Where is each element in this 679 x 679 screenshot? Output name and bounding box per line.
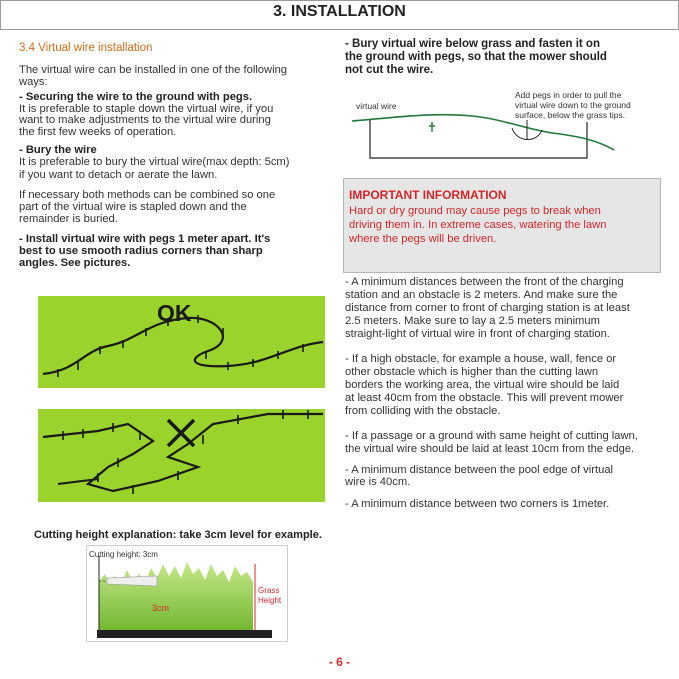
distance-4-line-2: wire is 40cm. — [345, 476, 411, 488]
distance-1-line-5: straight-light of virtual wire in front of charging station. — [345, 328, 610, 340]
distance-5-line-1: - A minimum distance between two corners is 1meter. — [345, 498, 610, 510]
pegs-note-line-1: Add pegs in order to pull the — [515, 90, 622, 100]
three-cm-label: 3cm — [152, 603, 170, 613]
method-pegs-line-2: want to make adjustments to the virtual wire during — [19, 114, 271, 126]
distance-3-line-2: the virtual wire should be laid at least 10cm from the edge. — [345, 443, 635, 455]
page-title: 3. INSTALLATION — [273, 3, 406, 20]
distance-2-line-4: at least 40cm from the obstacle. This will prevent mower — [345, 392, 624, 404]
pegs-spacing-line-2: best to use smooth radius corners than sharp — [19, 245, 263, 257]
cutting-height-label: Cutting height: 3cm — [89, 550, 158, 559]
pegs-note-line-3: surface, below the grass tips. — [515, 110, 626, 120]
pegs-note-line-2: virtual wire down to the ground — [515, 100, 631, 110]
distance-1-line-2: station and an obstacle is 2 meters. And make sure the — [345, 289, 618, 301]
grass-height-label-line-1: Grass — [258, 586, 280, 595]
distance-1-line-1: - A minimum distances between the front of the charging — [345, 276, 624, 288]
distance-2-line-1: - If a high obstacle, for example a house, wall, fence or — [345, 353, 617, 365]
intro-line-2: ways: — [19, 76, 48, 88]
combine-line-3: remainder is buried. — [19, 213, 118, 225]
distance-3-line-1: - If a passage or a ground with same height of cutting lawn, — [345, 430, 638, 442]
combine-line-2: part of the virtual wire is stapled down and the — [19, 201, 247, 213]
method-pegs-line-3: the first few weeks of operation. — [19, 126, 177, 138]
page-number: - 6 - — [328, 655, 351, 669]
cross-mark-icon — [166, 418, 196, 448]
bury-pegs-line-3: not cut the wire. — [345, 64, 434, 76]
buried-wire-diagram — [352, 108, 622, 166]
distance-2-line-5: from colliding with the obstacle. — [345, 405, 501, 417]
distance-2-line-3: borders the working area, the virtual wire should be laid — [345, 379, 620, 391]
bury-pegs-line-2: the ground with pegs, so that the mower should — [345, 51, 607, 63]
grass-drawing — [87, 546, 287, 641]
important-title: IMPORTANT INFORMATION — [349, 188, 507, 202]
grass-height-label-line-2: Height — [258, 596, 282, 605]
cutting-height-title: Cutting height explanation: take 3cm level for example. — [34, 529, 322, 541]
ok-label: OK — [157, 300, 192, 326]
method-pegs-title: - Securing the wire to the ground with pegs. — [19, 91, 253, 103]
virtual-wire-label: virtual wire — [356, 101, 397, 111]
intro-line-1: The virtual wire can be installed in one of the following — [19, 64, 288, 76]
section-title: 3.4 Virtual wire installation — [19, 42, 153, 54]
distance-1-line-4: 2.5 meters. Make sure to lay a 2.5 meters minimum — [345, 315, 600, 327]
important-line-1: Hard or dry ground may cause pegs to break when — [349, 205, 601, 217]
distance-1-line-3: distance from corner to front of charging station is at least — [345, 302, 630, 314]
method-bury-line-2: if you want to detach or aerate the lawn. — [19, 169, 218, 181]
bury-pegs-line-1: - Bury virtual wire below grass and fasten it on — [345, 38, 600, 50]
distance-4-line-1: - A minimum distance between the pool edge of virtual — [345, 464, 614, 476]
pegs-spacing-line-3: angles. See pictures. — [19, 257, 131, 269]
pegs-spacing-line-1: - Install virtual wire with pegs 1 meter apart. It's — [19, 233, 271, 245]
important-line-3: where the pegs will be driven. — [349, 233, 497, 245]
method-bury-title: - Bury the wire — [19, 144, 97, 156]
grass-height-label — [258, 586, 281, 606]
important-line-2: driving them in. In extreme cases, watering the lawn — [349, 219, 607, 231]
combine-line-1: If necessary both methods can be combined so one — [19, 189, 276, 201]
method-pegs-line-1: It is preferable to staple down the virtual wire, if you — [19, 103, 274, 115]
distance-2-line-2: other obstacle which is higher than the cutting lawn — [345, 366, 599, 378]
method-bury-line-1: It is preferable to bury the virtual wire(max depth: 5cm) — [19, 156, 290, 168]
